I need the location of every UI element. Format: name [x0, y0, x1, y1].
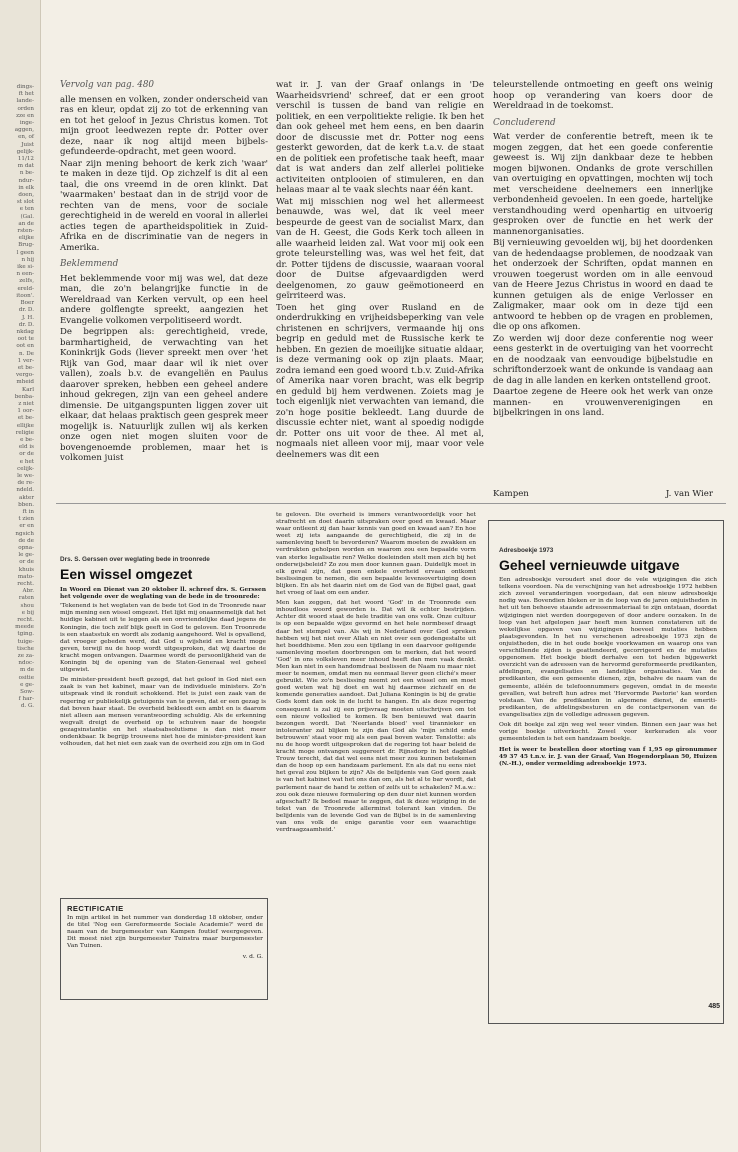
edge-text-fragment: 1 ver-: [17, 357, 34, 364]
edge-text-fragment: or de: [19, 559, 34, 566]
top-column-2: [276, 80, 484, 461]
article-intro: In Woord en Dienst van 20 oktober ll. schreef drs. S. Gerssen het volgende over de weglating van de bede in de troonrede:: [60, 586, 266, 601]
edge-text-fragment: ft in: [22, 508, 34, 515]
paragraph: alle mensen en volken, zonder onderscheid van ras en kleur, opdat zij zo tot de erkenning van en tot het geloof in Jezus Christus komen. Tot mijn groot leedwezen repte dr. Potter over deze, naar ik nog altijd meen bijbels-gefundeerde-opdracht, met geen woord.: [60, 94, 268, 157]
edge-text-fragment: (Gal.: [20, 213, 34, 220]
top-column-1: [60, 80, 268, 465]
edge-text-fragment: recht.: [17, 581, 34, 588]
paragraph: Daartoe zegene de Heere ook het werk van onze mannen- en vrouwenverenigingen en bijbelkringen in ons land.: [493, 387, 713, 418]
edge-text-fragment: orden: [17, 105, 34, 112]
edge-text-fragment: Abr.: [22, 588, 34, 595]
edge-text-fragment: de de: [18, 537, 34, 544]
page-number: 485: [708, 1003, 720, 1010]
edge-text-fragment: Boer: [20, 300, 34, 307]
edge-text-fragment: recht.: [17, 617, 34, 624]
paragraph: teleurstellende ontmoeting en geeft ons weinig hoop op verandering van koers door de Wereldraad in de toekomst.: [493, 80, 713, 111]
paragraph: Ook dit boekje zal zijn weg wel weer vinden. Binnen een jaar was het vorige boekje uitverkocht. Zowel voor kerkeraden als voor gemeenteleden is het een handzaam boekje.: [499, 721, 717, 743]
article-kicker: Drs. S. Gerssen over weglating bede in troonrede: [60, 556, 210, 563]
edge-text-fragment: et be-: [17, 364, 34, 371]
edge-text-fragment: rsten-: [17, 228, 34, 235]
edge-text-fragment: er en: [19, 523, 34, 530]
edge-text-fragment: 1 oor-: [17, 408, 34, 415]
edge-text-fragment: Juist: [21, 141, 34, 148]
edge-text-fragment: d. G.: [20, 703, 34, 710]
edge-text-fragment: eld is: [18, 444, 34, 451]
edge-text-fragment: dr. D.: [18, 307, 34, 314]
edge-text-fragment: lande-: [16, 98, 34, 105]
paragraph: De minister-president heeft gezegd, dat het geloof in God niet een zaak is van het kabinet, maar van de individuele ministers. Zo'n uitspraak vind ik ronduit schokkend. Het is juist een zaak van de regering er publiekelijk getuigenis van te geven, dat er een gezag is dat boven haar staat. De overheid bekleedt een ambt en is daarom niet alleen aan mensen verantwoording schuldig. Als de erkenning wegvalt dreigt de overheid op te schuiven naar de hoogste gezagsinstantie en het staatsabsolutisme is dan niet meer ondenkbaar. Ik begrijp trouwens niet hoe de minister-president kan volhouden, dat het niet een zaak van de overheid zou zijn om in God: [60, 677, 266, 748]
continued-note: Vervolg van pag. 480: [60, 80, 155, 90]
edge-text-fragment: oot te: [17, 336, 34, 343]
edge-text-fragment: ndoc-: [18, 660, 34, 667]
edge-text-fragment: Brug-: [18, 242, 34, 249]
edge-text-fragment: n hij: [21, 256, 34, 263]
edge-text-fragment: shou: [20, 602, 34, 609]
edge-text-fragment: e het: [19, 458, 34, 465]
edge-text-fragment: e ten: [19, 206, 34, 213]
paragraph: Naar zijn mening behoort de kerk zich 'waar' te maken in deze tijd. Op zichzelf is dit al een taal, die ons vreemd in de oren klinkt. Dat 'waarmaken' bestaat dan in de strijd voor de rechten van de mens, voor de sociale gerechtigheid in de wereld en vooral in allerlei acties tegen de apartheidspolitiek in Zuid-Afrika en de discriminatie van de negers in Amerika.: [60, 158, 268, 253]
edge-text-fragment: m dat: [17, 163, 34, 170]
edge-text-fragment: n be-: [19, 170, 34, 177]
edge-text-fragment: itoon'.: [16, 292, 34, 299]
rectificatie-title: RECTIFICATIE: [67, 904, 124, 913]
paragraph: Bij vernieuwing gevoelden wij, bij het doordenken van de hedendaagse problemen, de noodzaak van het onderzoek der Schriften, opdat mannen en vrouwen toegerust worden om in alle eenvoud van de Heere Jezus Christus in woord en daad te kunnen getuigen als de enige Verlosser en Zaligmaker, maar ook om in deze tijd een antwoord te hebben op de vragen en problemen, die op ons afkomen.: [493, 238, 713, 332]
edge-text-fragment: n een-: [16, 271, 34, 278]
paragraph: 'Tekenend is het weglaten van de bede tot God in de Troonrede naar mijn mening een wissel omgezet. Het lijkt mij onaannemelijk dat het huidige kabinet uit te leggen als een onvriendelijke daad jegens de Koningin, die toch zelf blijk geeft in God te geloven. Een Troonrede is een staatsstuk en wordt als zodanig aangehoord. Wel is opvallend, dat vroeger gebeden werd, dat God u wijsheid en kracht moge geven, terwijl nu de hoop wordt uitgesproken, dat wij daartoe de kracht mogen ontvangen. Daarmee wordt de persoonlijkheid van de Koningin bij de opening van de Staten-Generaal wel geheel uitgewist.: [60, 603, 266, 674]
edge-text-fragment: l geen: [16, 249, 34, 256]
paragraph: te geloven. Die overheid is immers verantwoordelijk voor het strafrecht en doet daarin uitspraken over goed en kwaad. Maar waar ontleent zij dan haar kennis van goed en kwaad aan? En hoe weet zij iets aangaande de gerechtigheid, die zij in de samenleving heeft te bevorderen? Waarom moeten de zwakken en verdrukten geholpen worden en waarom zou een bepaalde vorm van sterke legalisatie ren? Welke doeleinden stelt men zich bij het onderwijsbeleid? Zo zou men door kunnen gaan. Duidelijk moet in elk geval zijn, dat geen enkele overheid ervaan ontkomt beslissingen te nemen, die een bepaalde levensovertuiging doen blijken. En als het daarin niet om de God van de Bijbel gaat, gaat het vroeg of laat om een ander.: [276, 512, 476, 597]
edge-text-fragment: akter: [19, 494, 34, 501]
edge-text-fragment: st slot: [16, 199, 34, 206]
edge-text-fragment: in elk: [18, 184, 34, 191]
edge-text-fragment: ndeld.: [16, 487, 34, 494]
edge-text-fragment: le we-: [17, 472, 34, 479]
subheading-concluderend: Concluderend: [493, 117, 556, 128]
edge-text-fragment: mheid: [16, 379, 34, 386]
subheading-beklemmend: Beklemmend: [60, 259, 119, 269]
edge-text-fragment: opna-: [18, 545, 34, 551]
order-instructions: Het is weer te bestellen door storting van f 1,95 op gironummer 49 37 45 t.n.v. ir. J. van der Graaf, Van Hogendorplaan 50, Huizen (N.-H.), onder vermelding adresboekje 1973.: [499, 746, 717, 768]
edge-text-fragment: en, of: [18, 134, 34, 141]
edge-text-fragment: inge-: [19, 120, 34, 127]
edge-text-fragment: ellijke: [16, 422, 34, 429]
edge-text-fragment: z niet: [18, 400, 34, 407]
edge-text-fragment: elijke: [18, 235, 34, 242]
paragraph: Zo werden wij door deze conferentie nog weer eens gesterkt in de overtuiging van het voorrecht en de noodzaak van eenvoudige bijbelstudie en schriftonderzoek want de onkunde is vandaag aan de dag in alle landen en kerken ontstellend groot.: [493, 333, 713, 386]
paragraph: Wat mij misschien nog wel het allermeest benauwde, was wel, dat ik veel meer bespeurde de geest van de socialist Marx, dan van de H. Geest, die Gods Kerk toch alleen in alle waarheid leiden zal. Wat voor mij ook een grote teleurstelling was, was wel het feit, dat dr. Potter tijdens de discussie, waaraan vooral door de Duitse afgevaardigden werd deelgenomen, zo gauw geëmotioneerd en geïrriteerd was.: [276, 196, 484, 301]
edge-text-fragment: vergo-: [16, 372, 34, 379]
edge-text-fragment: Karl: [22, 386, 34, 393]
edge-text-fragment: raten: [18, 595, 34, 602]
edge-text-fragment: e be-: [20, 436, 34, 443]
place-label: Kampen: [493, 489, 529, 499]
edge-text-fragment: aggen,: [14, 127, 34, 134]
edge-text-fragment: religie: [15, 429, 34, 436]
paragraph: Men kan zeggen, dat het woord 'God' in de Troonrede een inhoudloos woord geworden is. Dat wil ik echter bestrijden. Achter dit woord staat de hele traditie van ons volk. Onze cultuur is op een bepaalde wijze gevormd en het hele normbesef draagt daar het stempel van. Als wij in Nederland over God spreken hebben wij het niet over Allah en niet over een godengestalte uit het boeddhisme. Men zou een tijdlang in een daarvoor geëigende samenleving moeten doorbrengen om te merken, dat het woord 'God' in ons volksleven meer inhoud heeft dan men vaak denkt. Men kan niet in een handomdraai beslissen de Naam nu maar niet meer te noemen, omdat men nu eenmaal liever geen cliché's meer gebruikt. Wie zo'n beslissing neemt zet een wissel om en moet goed weten wat hij doet en wat hij daarmee zichzelf en de komende generaties aandoet. Dat Juliana Koningin is bij de gratie Gods komt dan ook in de lucht te hangen. En als deze regering consequent is zal zij een prijsvraag moeten uitschrijven om tot een nieuw volkslied te komen. Ik ben benieuwd wat daarin bezongen wordt. Dat 'Neerlands bloed' veel tirannieker en intoleranter zal blijken te zijn dan God als 'mijn schild ende betrouwen' staat voor mij als een paal boven water. Tenslotte: als nu de hoop wordt uitgesproken dat de regering tot haar beleid de kracht moge ontvangen suggereert dr. Rijnsdorp in het dagblad Trouw terecht, dat dat wel eens niet meer zou kunnen betekenen dan de hoop op een handzaam parlement. En als dat nu eens niet het geval zou blijken te zijn? Als de belijdenis van God geen zaak is van het kabinet wat het ons dan om, als het al te bar wordt, dat parlement naar de hand te zetten of zelfs uit te schakelen? M.a.w.: zou ook deze nieuwe formulering op den duur niet kunnen worden afgeschaft? Ik bedoel maar te zeggen, dat ik deze wijziging in de tekst van de Troonrede allerminst tolerant kan vinden. De belijdenis van de levende God van de Bijbel is in de samenleving van ons volk de enige garantie voor een waarachtige verdraagzaamheid.': [276, 600, 476, 834]
edge-text-fragment: celijk-: [17, 465, 34, 472]
edge-text-fragment: ositie: [18, 674, 34, 681]
edge-text-fragment: f har-: [18, 696, 34, 703]
edge-text-fragment: ike si-: [17, 264, 34, 271]
edge-text-fragment: t zien: [18, 516, 34, 523]
article-headline: Een wissel omgezet: [60, 566, 193, 583]
edge-text-fragment: ereld-: [17, 285, 34, 292]
edge-text-fragment: dings-: [16, 84, 34, 90]
paragraph: Het beklemmende voor mij was wel, dat deze man, die zo'n belangrijke functie in de Wereldraad van Kerken vervult, op een heel andere golflengte spreekt, aangezien het Evangelie volkomen verpolitiseerd wordt.: [60, 273, 268, 326]
edge-text-fragment: ft het: [18, 91, 34, 98]
edge-text-fragment: zze en: [16, 112, 34, 119]
paragraph: Wat verder de conferentie betreft, meen ik te mogen zeggen, dat het een goede conferentie geweest is. Wij zijn dankbaar deze te hebben mogen bijwonen. Ondanks de grote verschillen van overtuiging en opvattingen, mochten wij toch met verscheidene deelnemers een innerlijke verbondenheid gevoelen. In een goede, hartelijke verstandhouding werd openhartig en uitvoerig gesproken over de functie en het werk der mannenorganisaties.: [493, 132, 713, 237]
edge-text-fragment: an de: [18, 220, 34, 227]
edge-text-fragment: nkdag: [16, 328, 34, 335]
left-page-edge: [0, 0, 41, 1152]
edge-text-fragment: tische: [17, 645, 34, 652]
edge-text-fragment: benba-: [14, 393, 34, 400]
newspaper-page: [42, 0, 738, 1068]
edge-text-fragment: doen,: [18, 192, 34, 199]
edge-text-fragment: de re-: [17, 480, 34, 487]
adresboekje-kicker: Adresboekje 1973: [499, 547, 554, 554]
edge-text-fragment: m de: [20, 667, 34, 674]
top-column-3: [493, 80, 713, 420]
edge-text-fragment: oot en: [16, 343, 34, 350]
paragraph: Een adresboekje veroudert snel door de vele wijzigingen die zich telkens voordoen. Na de verschijning van het adresboekje 1972 hebben zich zoveel veranderingen voorgedaan, dat een nieuw adresboekje nodig was. Bovendien bleken er in de loop van de jaren onjuistheden in het uit ten behoeve staande adressenmateriaal te zijn ontstaan, doordat wijzigingen niet werden doorgegeven of door andere oorzaken. In de loop van het afgelopen jaar heeft men kunnen constateren uit de wekelijkse opgaven van wijzigingen hoeveel mutaties hebben plaatsgevonden. In het nu verschenen adresboekje 1973 zijn de onjuistheden, die in het oude boekje voorkwamen en waarop ons van verschillende zijden is geattendeerd, gecorrigeerd en de mutaties opgenomen. Het boekje biedt derhalve een tot heden bijgewerkt overzicht van de adressen van de hervormd gereformeerde predikanten, afdelingen, evangelisaties en landelijke organisaties. Van de predikanten, die een gemeente dienen, zijn, behalve de naam van de gemeente, alléén de telefoonnummers gegeven, omdat in de meeste gevallen, wat betreft hun adres met 'Hervormde Pastorie' kan worden volstaan. Van de predikanten in algemene dienst, de emeriti-predikanten, de afdelingsbesturen en de contactpersonen van de evangelisaties zijn de volledige adressen gegeven.: [499, 577, 717, 718]
edge-text-fragment: ze za-: [17, 653, 34, 660]
edge-text-fragment: gelijk-: [16, 148, 34, 155]
edge-text-fragment: tuige-: [17, 638, 34, 645]
adresboekje-headline: Geheel vernieuwde uitgave: [499, 557, 680, 574]
edge-text-fragment: e bij: [21, 609, 34, 616]
edge-text-fragment: Sow-: [20, 689, 34, 696]
edge-text-fragment: n. De: [19, 350, 34, 357]
author-name: J. van Wier: [665, 489, 713, 499]
edge-text-fragment: et be-: [17, 415, 34, 422]
edge-text-fragment: khuis: [18, 566, 34, 573]
edge-text-fragment: tging.: [17, 631, 34, 638]
edge-text-fragment: zelfs,: [19, 278, 34, 285]
article-column-1: [60, 556, 266, 751]
edge-text-fragment: le ge-: [18, 552, 34, 559]
adresboekje-box: [488, 520, 724, 1024]
edge-text-fragment: ndur-: [18, 177, 34, 184]
article-column-2: [276, 512, 476, 837]
edge-text-fragment: dr. D.: [18, 321, 34, 328]
edge-text-fragment: 11/12: [17, 156, 34, 163]
horizontal-rule: [56, 503, 726, 504]
edge-text-fragment: bben.: [18, 501, 34, 508]
edge-text-fragment: e ge-: [20, 681, 34, 688]
edge-text-fragment: meede: [15, 624, 34, 631]
paragraph: wat ir. J. van der Graaf onlangs in 'De Waarheidsvriend' schreef, dat er een groot verschil is tussen de band van religie en politiek, en een verpolitiekte religie. Ik ben het dan ook geheel met hem eens, en ben daarin door de discussie met dr. Potter nog eens gesterkt geworden, dat de kerk t.a.v. de staat en de politiek een profetische taak heeft, maar dat is wat anders dan zelf allerlei politieke activiteiten ontplooien of stimuleren, en dan helaas maar al te vaak slechts naar één kant.: [276, 80, 484, 195]
rectificatie-body: In mijn artikel in het nummer van donderdag 18 oktober, onder de titel 'Nog een Gereformeerde Sociale Academie?' werd de naam van de burgemeester van Kampen foutief weergegeven. Dit moest niet zijn burgemeester Tuinstra maar burgemeester Van Tuinen.: [67, 915, 263, 950]
edge-text-fragment: mato-: [17, 573, 34, 580]
edge-text-fragment: or de: [19, 451, 34, 458]
rectificatie-signature: v. d. G.: [242, 953, 263, 960]
edge-text-fragment: ngsich: [15, 530, 34, 537]
edge-text-fragment: J. H.: [21, 314, 34, 321]
paragraph: Toen het ging over Rusland en de onderdrukking en vrijheidsbeperking van vele christenen en schrijvers, vermaande hij ons begrip en geduld met de Russische kerk te hebben. En gezien de moeilijke situatie aldaar, is deze vermaning ook op zijn plaats. Maar, zodra iemand een goed woord t.b.v. Zuid-Afrika of Amerika naar voren bracht, was elk begrip en geduld bij hem verdwenen. Zoiets mag je toch eigenlijk niet verwachten van iemand, die zo'n hoge positie bekleedt. Lang duurde de discussie echter niet, want al spoedig nodigde dr. Potter ons uit voor de thee. Al met al, nogmaals niet alleen voor mij, maar voor vele deelnemers was dit een: [276, 302, 484, 460]
rectificatie-box: [60, 898, 268, 1000]
paragraph: De begrippen als: gerechtigheid, vrede, barmhartigheid, de verwachting van het Koninkrijk Gods (liever spreekt men over 'het Rijk van God, maar daar wil ik niet over vallen), zoals b.v. de evangeliën en Paulus daarover spreken, hebben een geheel andere inhoud gekregen, zijn van een geheel andere dimensie. De uitgangspunten liggen zover uit elkaar, dat helaas praktisch geen gesprek meer mogelijk is. Natuurlijk zullen wij als kerken onze ogen niet mogen sluiten voor de bovengenoemde problemen, maar het is volkomen juist: [60, 327, 268, 463]
